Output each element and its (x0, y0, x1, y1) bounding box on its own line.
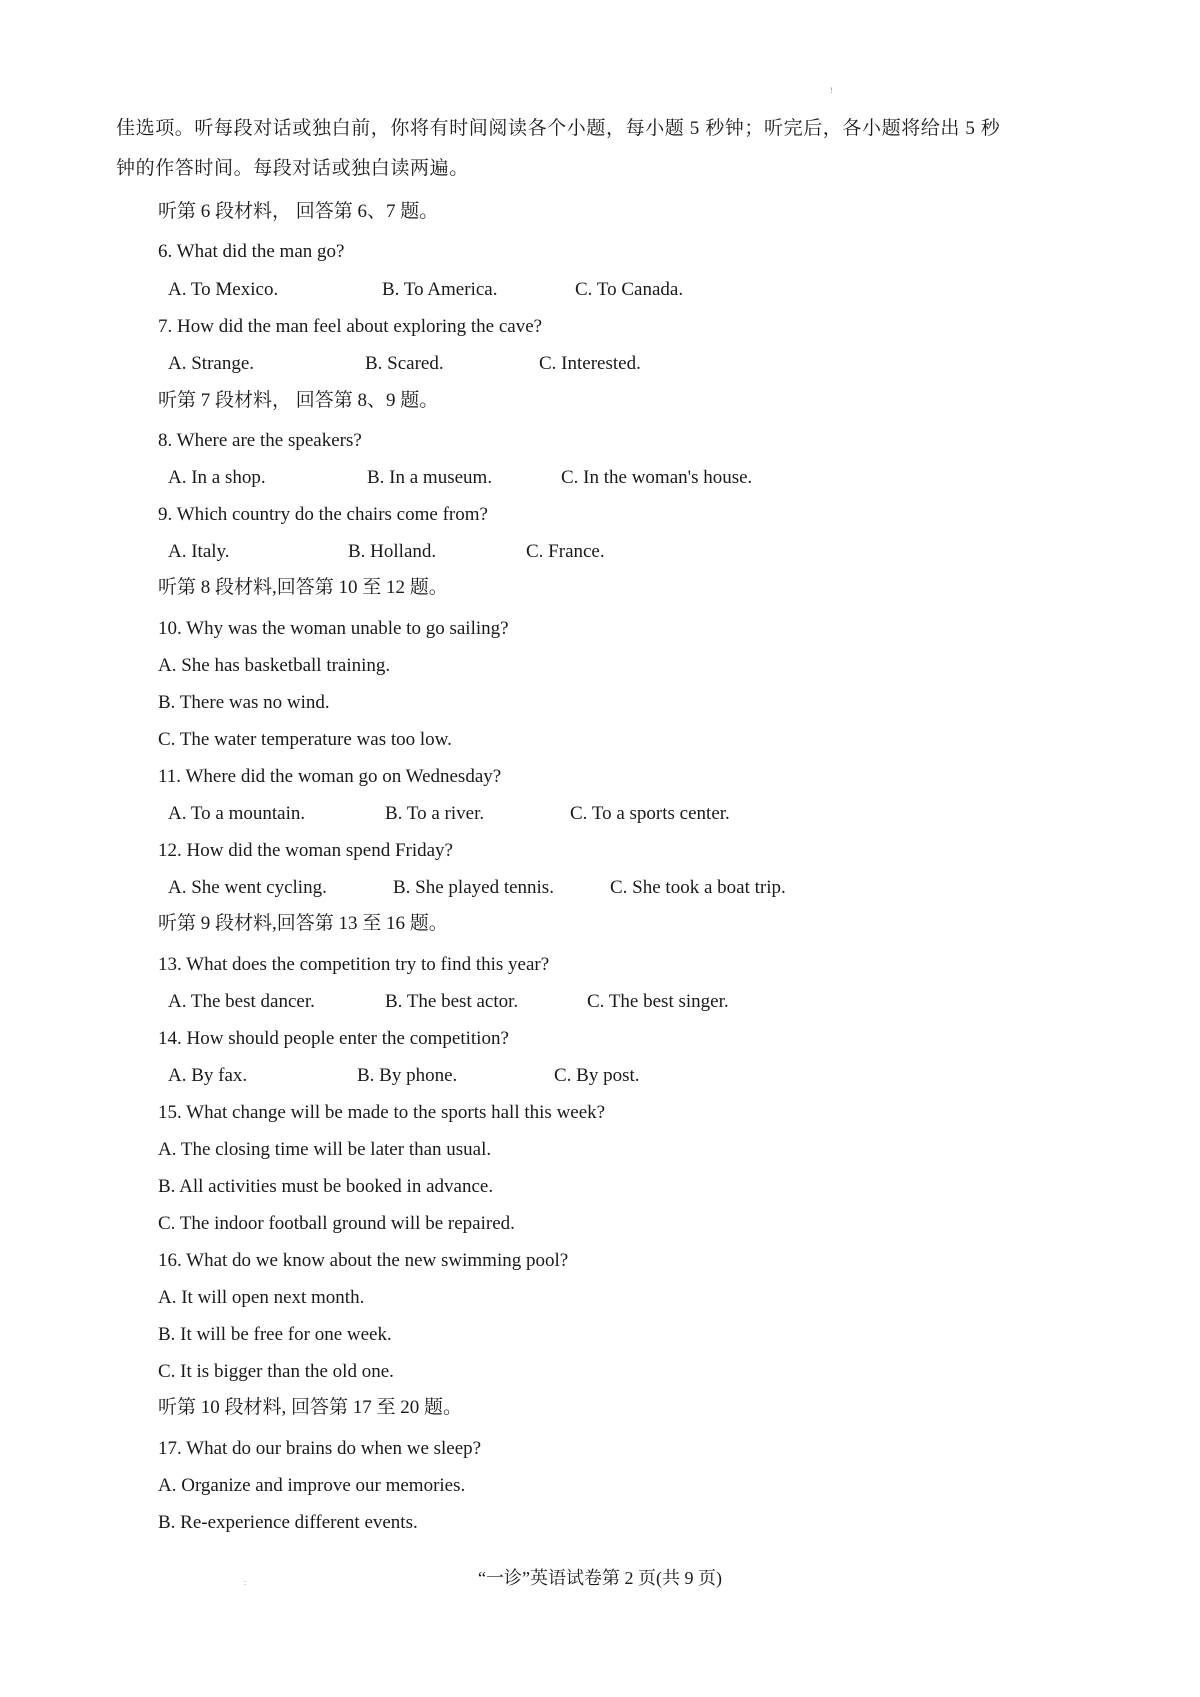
question-12-option-b: B. She played tennis. (393, 877, 554, 898)
question-6-option-b: B. To America. (382, 279, 498, 300)
question-8-option-b: B. In a museum. (367, 467, 493, 488)
question-13-option-b: B. The best actor. (385, 991, 519, 1012)
question-9-option-b: B. Holland. (348, 541, 437, 562)
question-15-option-c: C. The indoor football ground will be repaired. (158, 1213, 515, 1234)
question-9-stem: 9. Which country do the chairs come from? (158, 504, 488, 525)
question-10-option-c: C. The water temperature was too low. (158, 729, 452, 750)
scan-speck-footer: : (244, 1578, 247, 1587)
question-17-stem: 17. What do our brains do when we sleep? (158, 1438, 482, 1459)
question-7-option-c: C. Interested. (539, 353, 641, 374)
question-12-stem: 12. How did the woman spend Friday? (158, 840, 453, 861)
question-7-option-b: B. Scared. (365, 353, 444, 374)
question-13-stem: 13. What does the competition try to find this year? (158, 954, 550, 975)
intro-line-1: 佳选项。听每段对话或独白前，你将有时间阅读各个小题，每小题 5 秒钟；听完后，各小题将给出 5 秒 (116, 118, 1001, 139)
question-17-option-b: B. Re-experience different events. (158, 1512, 418, 1533)
question-11-option-a: A. To a mountain. (168, 803, 306, 824)
question-6-stem: 6. What did the man go? (158, 241, 345, 262)
question-6-option-a: A. To Mexico. (168, 279, 279, 300)
section-heading-9: 听第 9 段材料,回答第 13 至 16 题。 (158, 913, 448, 934)
question-10-stem: 10. Why was the woman unable to go sailing? (158, 618, 509, 639)
question-7-stem: 7. How did the man feel about exploring the cave? (158, 316, 543, 337)
question-8-option-c: C. In the woman's house. (561, 467, 753, 488)
question-16-option-c: C. It is bigger than the old one. (158, 1361, 394, 1382)
question-13-option-c: C. The best singer. (587, 991, 729, 1012)
question-14-option-b: B. By phone. (357, 1065, 458, 1086)
question-7-option-a: A. Strange. (168, 353, 255, 374)
section-heading-7: 听第 7 段材料， 回答第 8、9 题。 (158, 390, 439, 411)
question-8-stem: 8. Where are the speakers? (158, 430, 362, 451)
question-16-stem: 16. What do we know about the new swimming pool? (158, 1250, 569, 1271)
question-14-option-c: C. By post. (554, 1065, 640, 1086)
question-9-option-a: A. Italy. (168, 541, 230, 562)
question-10-option-b: B. There was no wind. (158, 692, 330, 713)
question-11-option-b: B. To a river. (385, 803, 485, 824)
question-6-option-c: C. To Canada. (575, 279, 684, 300)
question-14-option-a: A. By fax. (168, 1065, 248, 1086)
question-9-option-c: C. France. (526, 541, 605, 562)
section-heading-8: 听第 8 段材料,回答第 10 至 12 题。 (158, 577, 448, 598)
question-12-option-c: C. She took a boat trip. (610, 877, 786, 898)
question-10-option-a: A. She has basketball training. (158, 655, 391, 676)
question-17-option-a: A. Organize and improve our memories. (158, 1475, 466, 1496)
intro-line-2: 钟的作答时间。每段对话或独白读两遍。 (116, 158, 469, 179)
question-14-stem: 14. How should people enter the competition? (158, 1028, 509, 1049)
question-15-option-b: B. All activities must be booked in advance. (158, 1176, 494, 1197)
page-footer: “一诊”英语试卷第 2 页(共 9 页) (478, 1568, 722, 1588)
section-heading-10: 听第 10 段材料, 回答第 17 至 20 题。 (158, 1397, 463, 1418)
question-15-stem: 15. What change will be made to the sports hall this week? (158, 1102, 606, 1123)
question-16-option-b: B. It will be free for one week. (158, 1324, 392, 1345)
scan-speck: ! (830, 86, 833, 95)
question-15-option-a: A. The closing time will be later than usual. (158, 1139, 492, 1160)
question-11-option-c: C. To a sports center. (570, 803, 730, 824)
section-heading-6: 听第 6 段材料， 回答第 6、7 题。 (158, 201, 439, 222)
question-16-option-a: A. It will open next month. (158, 1287, 365, 1308)
question-11-stem: 11. Where did the woman go on Wednesday? (158, 766, 502, 787)
question-12-option-a: A. She went cycling. (168, 877, 327, 898)
question-13-option-a: A. The best dancer. (168, 991, 315, 1012)
question-8-option-a: A. In a shop. (168, 467, 266, 488)
